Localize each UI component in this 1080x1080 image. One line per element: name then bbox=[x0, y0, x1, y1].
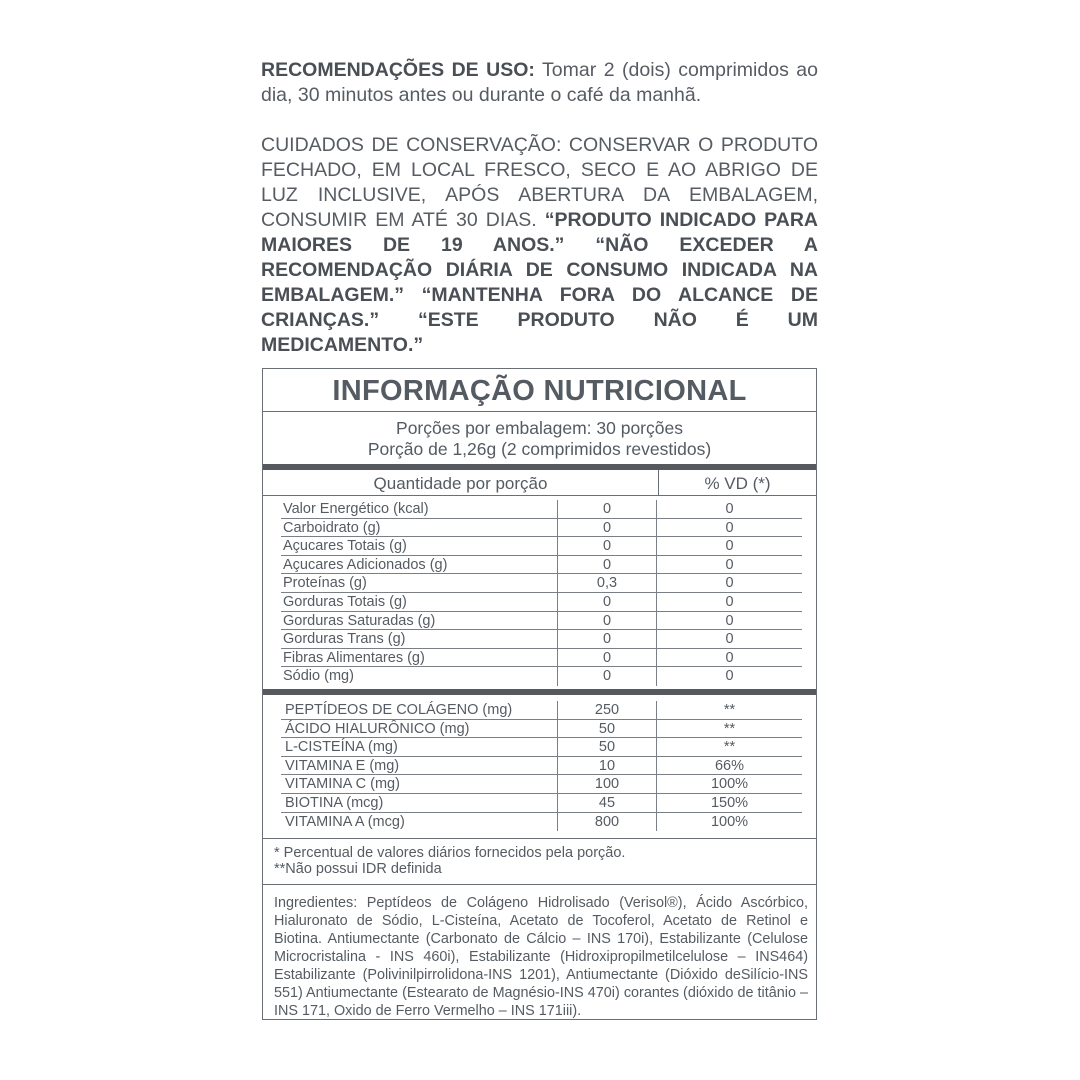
table-row bbox=[281, 757, 802, 776]
table-row bbox=[281, 612, 802, 631]
table-row bbox=[281, 593, 802, 612]
nutrient-dv: 150% bbox=[657, 794, 802, 813]
warning-text: “PRODUTO INDICADO PARA MAIORES DE 19 ANOS.” “NÃO EXCEDER A RECOMENDAÇÃO DIÁRIA DE CONSUMO INDICADA NA EMBALAGEM.” “MANTENHA FORA DO ALCANCE DE CRIANÇAS.” “ESTE PRODUTO NÃO É UM MEDICAMENTO.” bbox=[261, 209, 818, 356]
conservation-paragraph bbox=[261, 133, 818, 358]
usage-text: Tomar 2 (dois) comprimidos ao dia, 30 minutos antes ou durante o café da manhã. bbox=[261, 59, 819, 106]
nutrient-quantity: 45 bbox=[558, 794, 657, 813]
table-row bbox=[281, 556, 802, 575]
nutrient-name: VITAMINA E (mg) bbox=[281, 757, 558, 776]
servings-per-package: Porções por embalagem: 30 porções bbox=[396, 418, 683, 438]
nutrient-quantity: 50 bbox=[558, 720, 657, 739]
nutrient-name: Proteínas (g) bbox=[281, 574, 558, 593]
nutrient-dv: ** bbox=[657, 720, 802, 739]
nutrient-quantity: 100 bbox=[558, 775, 657, 794]
nutrient-quantity: 250 bbox=[558, 701, 657, 720]
nutrient-quantity: 800 bbox=[558, 813, 657, 832]
usage-paragraph bbox=[261, 58, 818, 108]
table-row bbox=[281, 574, 802, 593]
nutrient-dv: 0 bbox=[657, 574, 802, 593]
nutrient-name: VITAMINA C (mg) bbox=[281, 775, 558, 794]
footnotes bbox=[263, 838, 816, 884]
nutrient-dv: ** bbox=[657, 738, 802, 757]
serving-size: Porção de 1,26g (2 comprimidos revestidos) bbox=[367, 439, 712, 459]
nutrient-name: Valor Energético (kcal) bbox=[281, 500, 558, 519]
table-row bbox=[281, 667, 802, 686]
nutrient-name: ÁCIDO HIALURÔNICO (mg) bbox=[281, 720, 558, 739]
footnote-idr: **Não possui IDR definida bbox=[274, 861, 442, 878]
table-row bbox=[281, 738, 802, 757]
nutrient-name: Carboidrato (g) bbox=[281, 519, 558, 538]
serving-info bbox=[263, 412, 816, 464]
nutrient-dv: 0 bbox=[657, 630, 802, 649]
nutrient-quantity: 0 bbox=[558, 612, 657, 631]
footnote-dv: * Percentual de valores diários fornecidos pela porção. bbox=[274, 845, 626, 862]
nutrient-name: VITAMINA A (mcg) bbox=[281, 813, 558, 832]
nutrient-quantity: 0,3 bbox=[558, 574, 657, 593]
nutrient-dv: 0 bbox=[657, 519, 802, 538]
table-row bbox=[281, 701, 802, 720]
table-header bbox=[263, 470, 816, 496]
table-row bbox=[281, 500, 802, 519]
ingredients-text: Ingredientes: Peptídeos de Colágeno Hidrolisado (Verisol®), Ácido Ascórbico, Hialuronato de Sódio, L-Cisteína, Acetato de Tocoferol, Acetato de Retinol e Biotina. Antiumectante (Carbonato de Cálcio – INS 170i), Estabilizante (Celulose Microcristalina - INS 460i), Estabilizante (Hidroxipropilmetilcelulose – INS464) Estabilizante (Polivinilpirrolidona-INS 1201), Antiumectante (Dióxido deSilício-INS 551) Antiumectante (Estearato de Magnésio-INS 470i) corantes (dióxido de titânio – INS 171, Oxido de Ferro Vermelho – INS 171iii). bbox=[263, 884, 816, 1020]
nutrient-dv: 0 bbox=[657, 593, 802, 612]
header-quantity: Quantidade por porção bbox=[263, 470, 659, 495]
nutrient-dv: 0 bbox=[657, 612, 802, 631]
table-row bbox=[281, 775, 802, 794]
nutrition-facts-table bbox=[262, 368, 817, 1020]
usage-label: RECOMENDAÇÕES DE USO: bbox=[261, 59, 535, 81]
nutrient-quantity: 0 bbox=[558, 519, 657, 538]
table-row bbox=[281, 794, 802, 813]
table-row bbox=[281, 519, 802, 538]
nutrient-dv: 0 bbox=[657, 556, 802, 575]
nutrient-quantity: 50 bbox=[558, 738, 657, 757]
nutrient-name: Gorduras Totais (g) bbox=[281, 593, 558, 612]
nutrient-dv: 0 bbox=[657, 500, 802, 519]
nutrient-name: L-CISTEÍNA (mg) bbox=[281, 738, 558, 757]
nutrient-quantity: 0 bbox=[558, 667, 657, 686]
nutrient-name: PEPTÍDEOS DE COLÁGENO (mg) bbox=[281, 701, 558, 720]
table-row bbox=[281, 537, 802, 556]
nutrient-quantity: 0 bbox=[558, 649, 657, 668]
nutrient-dv: 0 bbox=[725, 668, 734, 685]
nutrient-name: BIOTINA (mcg) bbox=[281, 794, 558, 813]
nutrient-dv: 100% bbox=[657, 775, 802, 794]
label-text-block bbox=[261, 58, 818, 358]
nutrient-quantity: 0 bbox=[558, 556, 657, 575]
nutrient-quantity: 0 bbox=[558, 593, 657, 612]
conservation-text: CUIDADOS DE CONSERVAÇÃO: CONSERVAR O PRODUTO FECHADO, EM LOCAL FRESCO, SECO E AO ABRIGO DE LUZ INCLUSIVE, APÓS ABERTURA DA EMBALAGEM, CONSUMIR EM ATÉ 30 DIAS. bbox=[261, 134, 818, 231]
table-row bbox=[281, 813, 802, 832]
nutrient-quantity: 0 bbox=[558, 537, 657, 556]
nutrient-rows bbox=[263, 496, 816, 686]
table-row bbox=[281, 720, 802, 739]
table-row bbox=[281, 649, 802, 668]
nutrient-name: Açucares Totais (g) bbox=[281, 537, 558, 556]
header-dv: % VD (*) bbox=[704, 474, 771, 493]
nutrient-name: Gorduras Saturadas (g) bbox=[281, 612, 558, 631]
nutrient-quantity: 10 bbox=[558, 757, 657, 776]
nutrient-dv: 0 bbox=[657, 537, 802, 556]
nutrient-name: Fibras Alimentares (g) bbox=[281, 649, 558, 668]
nutrient-quantity: 0 bbox=[558, 500, 657, 519]
nutrient-name: Gorduras Trans (g) bbox=[281, 630, 558, 649]
table-row bbox=[281, 630, 802, 649]
nutrient-name: Sódio (mg) bbox=[281, 667, 558, 686]
nutrient-dv: ** bbox=[657, 701, 802, 720]
nutrient-dv: 100% bbox=[710, 813, 749, 830]
nutrient-quantity: 0 bbox=[558, 630, 657, 649]
nutrition-title: INFORMAÇÃO NUTRICIONAL bbox=[263, 369, 816, 412]
nutrient-name: Açucares Adicionados (g) bbox=[281, 556, 558, 575]
nutrient-dv: 66% bbox=[657, 757, 802, 776]
nutrient-dv: 0 bbox=[657, 649, 802, 668]
supplement-rows bbox=[263, 695, 816, 831]
